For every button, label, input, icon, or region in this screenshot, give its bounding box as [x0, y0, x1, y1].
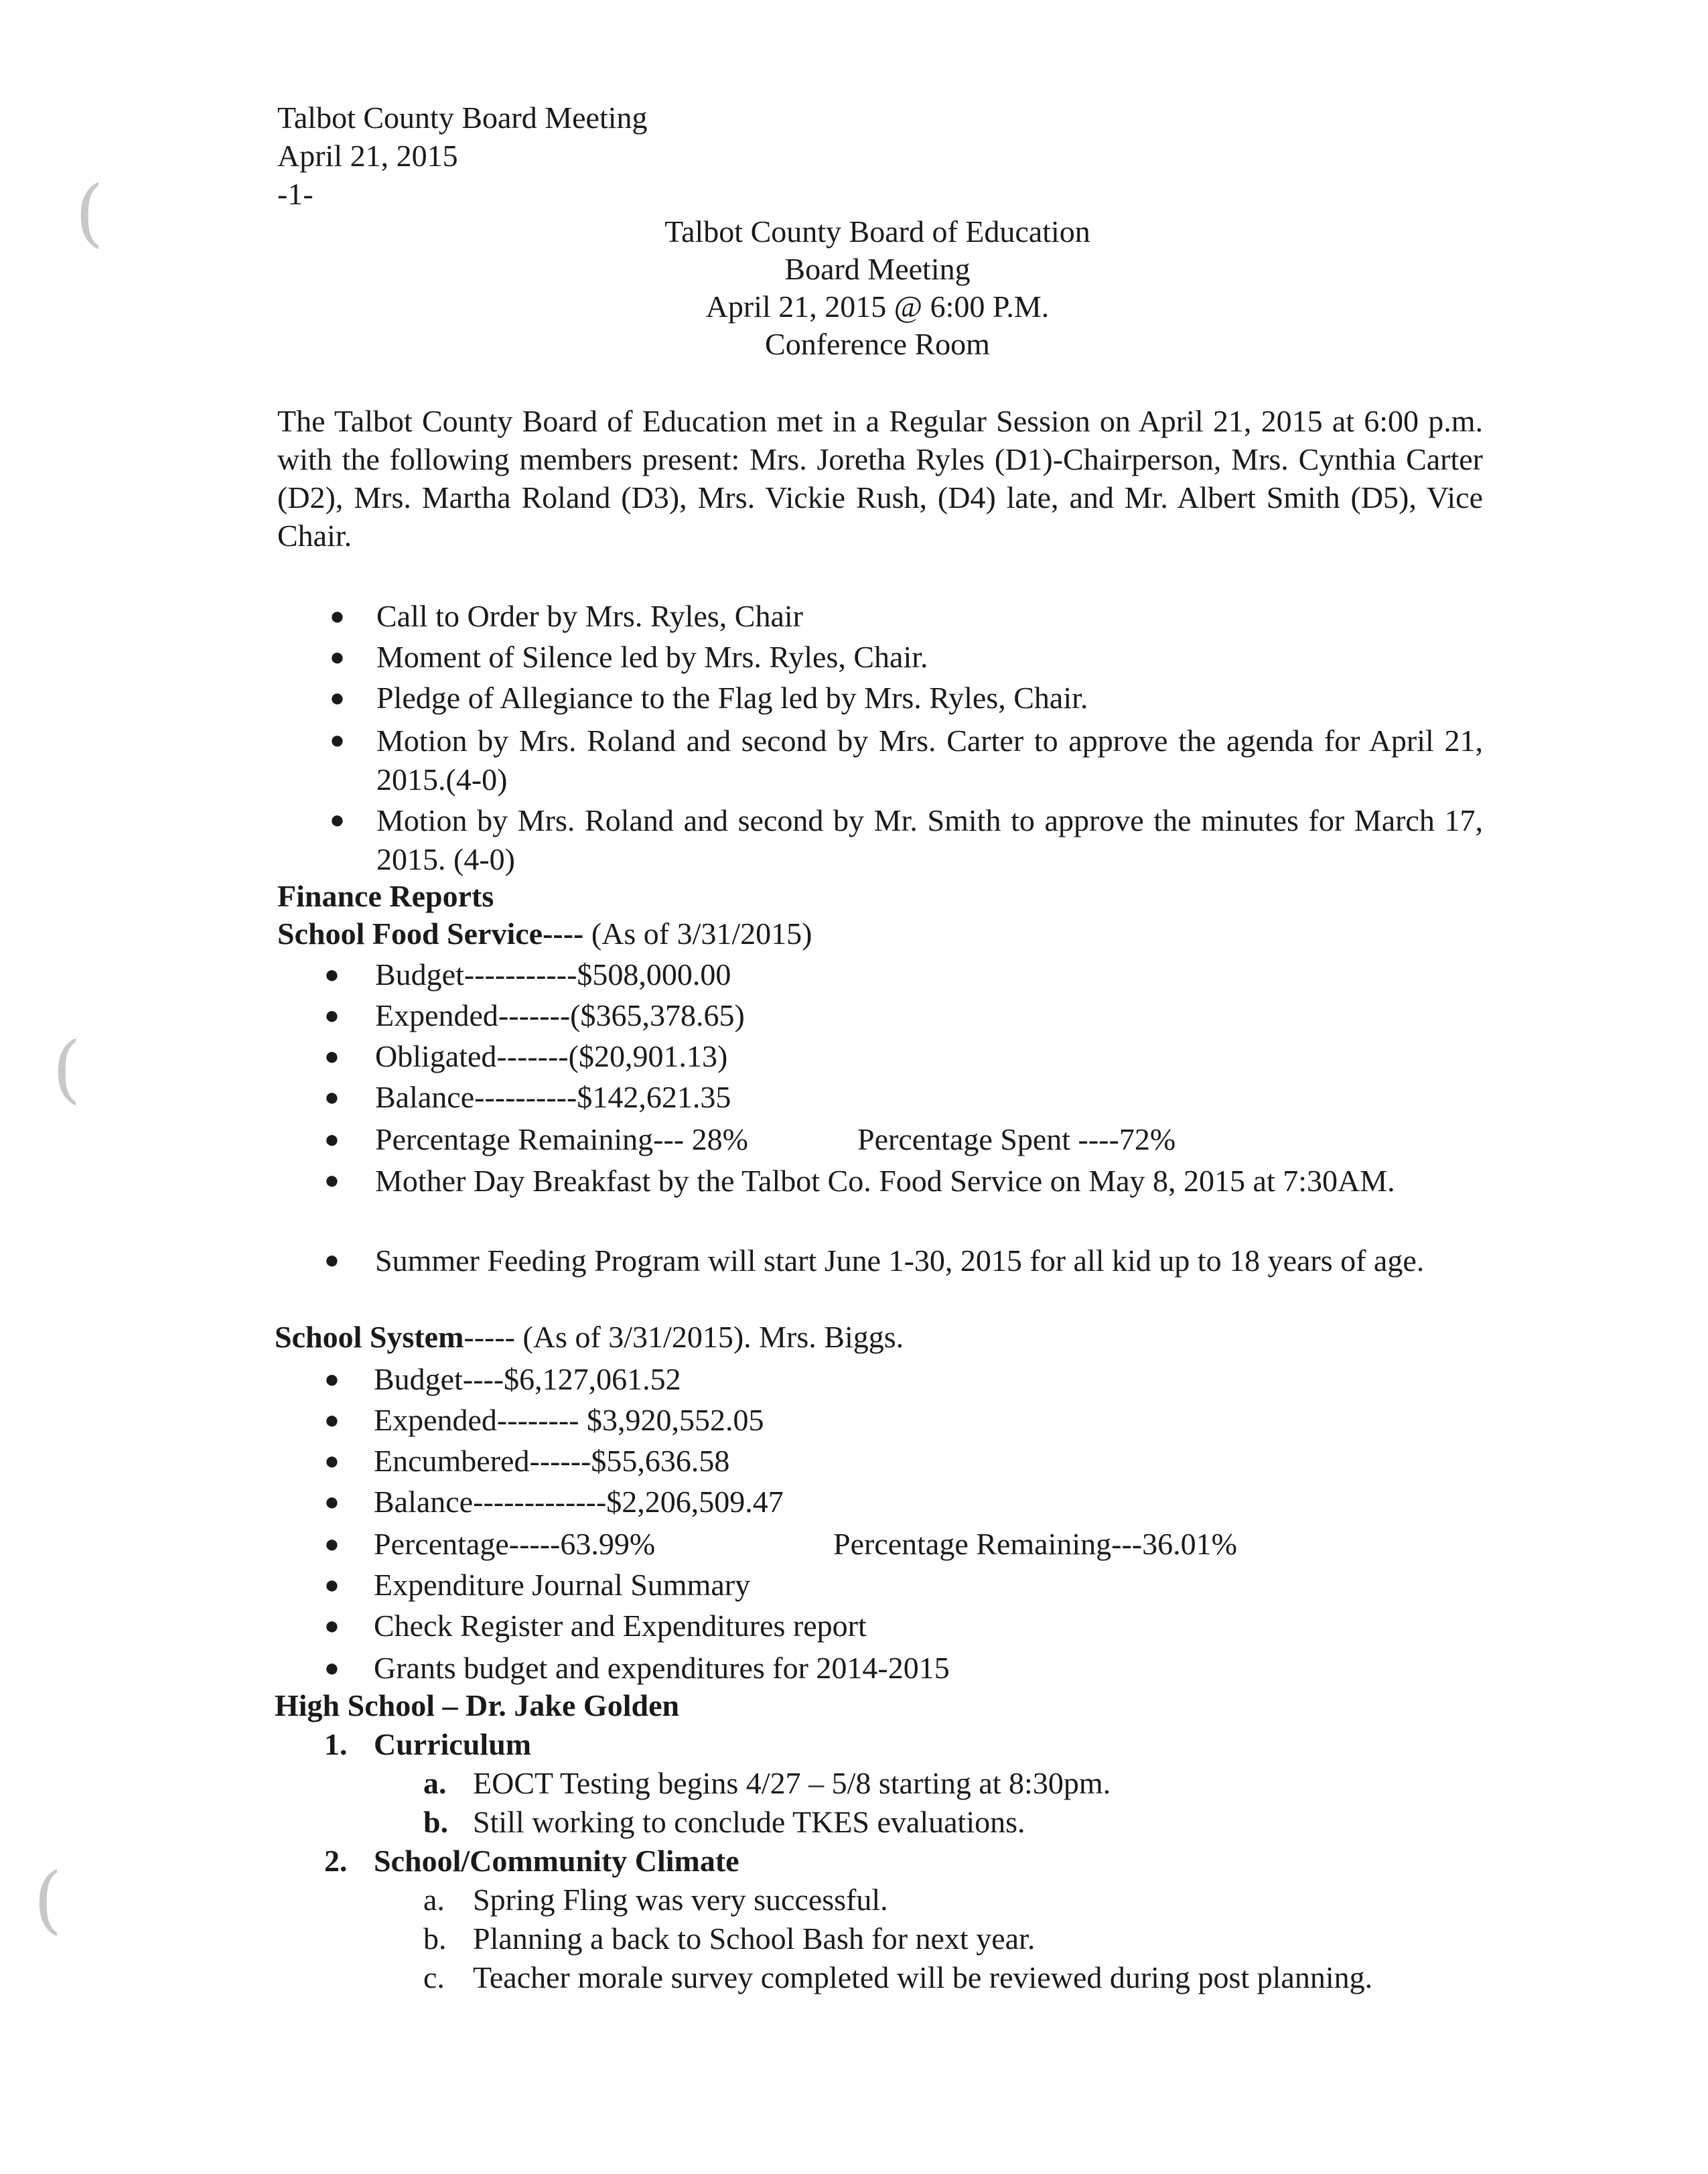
subsection-heading-note: ----- (As of 3/31/2015). Mrs. Biggs. — [464, 1320, 904, 1354]
list-item: Motion by Mrs. Roland and second by Mrs. Carter to approve the agenda for April 21, 2015.(4-0) — [376, 724, 1483, 797]
list-letter: a. — [423, 1766, 447, 1800]
list-number: 1. — [324, 1727, 348, 1761]
finance-item: Percentage Spent ----72% — [857, 1122, 1176, 1156]
subsection-heading — [277, 915, 812, 953]
list-item: Summer Feeding Program will start June 1-30, 2015 for all kid up to 18 years of age. — [375, 1243, 1425, 1278]
bullet-icon: ● — [324, 1126, 340, 1154]
finance-item: Expended-------($365,378.65) — [375, 998, 745, 1032]
subsection-heading-note: (As of 3/31/2015) — [583, 916, 812, 951]
document-title — [0, 213, 1708, 363]
list-item: Check Register and Expenditures report — [374, 1609, 867, 1643]
finance-item: Percentage-----63.99% — [374, 1527, 656, 1561]
finance-item: Percentage Remaining--- 28% — [375, 1122, 748, 1156]
list-item: Expenditure Journal Summary — [374, 1568, 751, 1602]
finance-item: Budget----$6,127,061.52 — [374, 1362, 681, 1396]
bullet-icon: ● — [324, 1246, 340, 1274]
finance-item: Balance-------------$2,206,509.47 — [374, 1485, 784, 1519]
finance-item: Encumbered------$55,636.58 — [374, 1444, 730, 1478]
subsection-title: School/Community Climate — [374, 1844, 739, 1878]
list-item: Planning a back to School Bash for next year. — [473, 1921, 1036, 1956]
page-number: -1- — [277, 177, 313, 211]
section-heading: High School – Dr. Jake Golden — [275, 1688, 680, 1722]
list-item: Still working to conclude TKES evaluations. — [473, 1805, 1025, 1839]
list-item: Grants budget and expenditures for 2014-2015 — [374, 1651, 950, 1685]
list-item: Mother Day Breakfast by the Talbot Co. Food Service on May 8, 2015 at 7:30AM. — [375, 1164, 1395, 1198]
intro-paragraph: The Talbot County Board of Education met in a Regular Session on April 21, 2015 at 6:00 p.m. with the following members present: Mrs. Joretha Ryles (D1)-Chairperson, Mrs. Cynthia Carter (D2), Mrs. Martha Roland (D3), Mrs. Vickie Rush, (D4) late, and Mr. Albert Smith (D5), Vice Chair. — [277, 404, 1483, 553]
list-letter: b. — [423, 1921, 447, 1956]
bullet-icon: ● — [324, 961, 340, 989]
bullet-icon: ● — [330, 643, 345, 671]
header-title: Talbot County Board Meeting — [277, 100, 648, 135]
bullet-icon: ● — [330, 806, 345, 834]
bullet-icon: ● — [330, 602, 345, 630]
list-letter: a. — [423, 1883, 445, 1917]
bullet-icon: ● — [324, 1365, 340, 1394]
list-number: 2. — [324, 1844, 348, 1878]
bullet-icon: ● — [324, 1447, 340, 1475]
subsection-heading-label: School Food Service---- — [277, 916, 584, 951]
scan-mark: ( — [33, 1856, 62, 1942]
list-item: Motion by Mrs. Roland and second by Mr. Smith to approve the minutes for March 17, 2015. (4-0) — [376, 803, 1483, 876]
subsection-heading-label: School System — [275, 1320, 464, 1354]
finance-item: Percentage Remaining---36.01% — [833, 1527, 1237, 1561]
bullet-icon: ● — [324, 1612, 340, 1640]
bullet-icon: ● — [324, 1488, 340, 1516]
header-date: April 21, 2015 — [277, 139, 458, 173]
bullet-icon: ● — [330, 726, 345, 754]
finance-item: Balance----------$142,621.35 — [375, 1080, 731, 1114]
bullet-icon: ● — [330, 684, 345, 712]
bullet-icon: ● — [324, 1166, 340, 1195]
list-item: Call to Order by Mrs. Ryles, Chair — [376, 599, 803, 633]
bullet-icon: ● — [324, 1654, 340, 1682]
bullet-icon: ● — [324, 1530, 340, 1558]
scan-mark: ( — [75, 169, 104, 255]
subsection-title: Curriculum — [374, 1727, 532, 1761]
scan-mark: ( — [52, 1026, 81, 1111]
bullet-icon: ● — [324, 1571, 340, 1599]
title-line: Talbot County Board of Education — [664, 214, 1090, 249]
finance-item: Budget-----------$508,000.00 — [375, 957, 731, 992]
bullet-icon: ● — [324, 1002, 340, 1030]
title-line: Board Meeting — [784, 252, 971, 286]
section-heading: Finance Reports — [277, 879, 494, 913]
title-line: April 21, 2015 @ 6:00 P.M. — [705, 289, 1050, 324]
list-letter: b. — [423, 1805, 449, 1839]
bullet-icon: ● — [324, 1083, 340, 1111]
list-item: Moment of Silence led by Mrs. Ryles, Chair. — [376, 640, 928, 674]
finance-item: Expended-------- $3,920,552.05 — [374, 1403, 764, 1437]
list-item: Pledge of Allegiance to the Flag led by Mrs. Ryles, Chair. — [376, 681, 1088, 715]
list-item: Spring Fling was very successful. — [473, 1883, 888, 1917]
list-letter: c. — [423, 1960, 445, 1994]
title-line: Conference Room — [765, 327, 990, 361]
bullet-icon: ● — [324, 1406, 340, 1434]
list-item: EOCT Testing begins 4/27 – 5/8 starting at 8:30pm. — [473, 1766, 1111, 1800]
finance-item: Obligated-------($20,901.13) — [375, 1039, 728, 1073]
subsection-heading — [275, 1318, 904, 1356]
list-item: Teacher morale survey completed will be reviewed during post planning. — [473, 1960, 1373, 1994]
bullet-icon: ● — [324, 1042, 340, 1071]
